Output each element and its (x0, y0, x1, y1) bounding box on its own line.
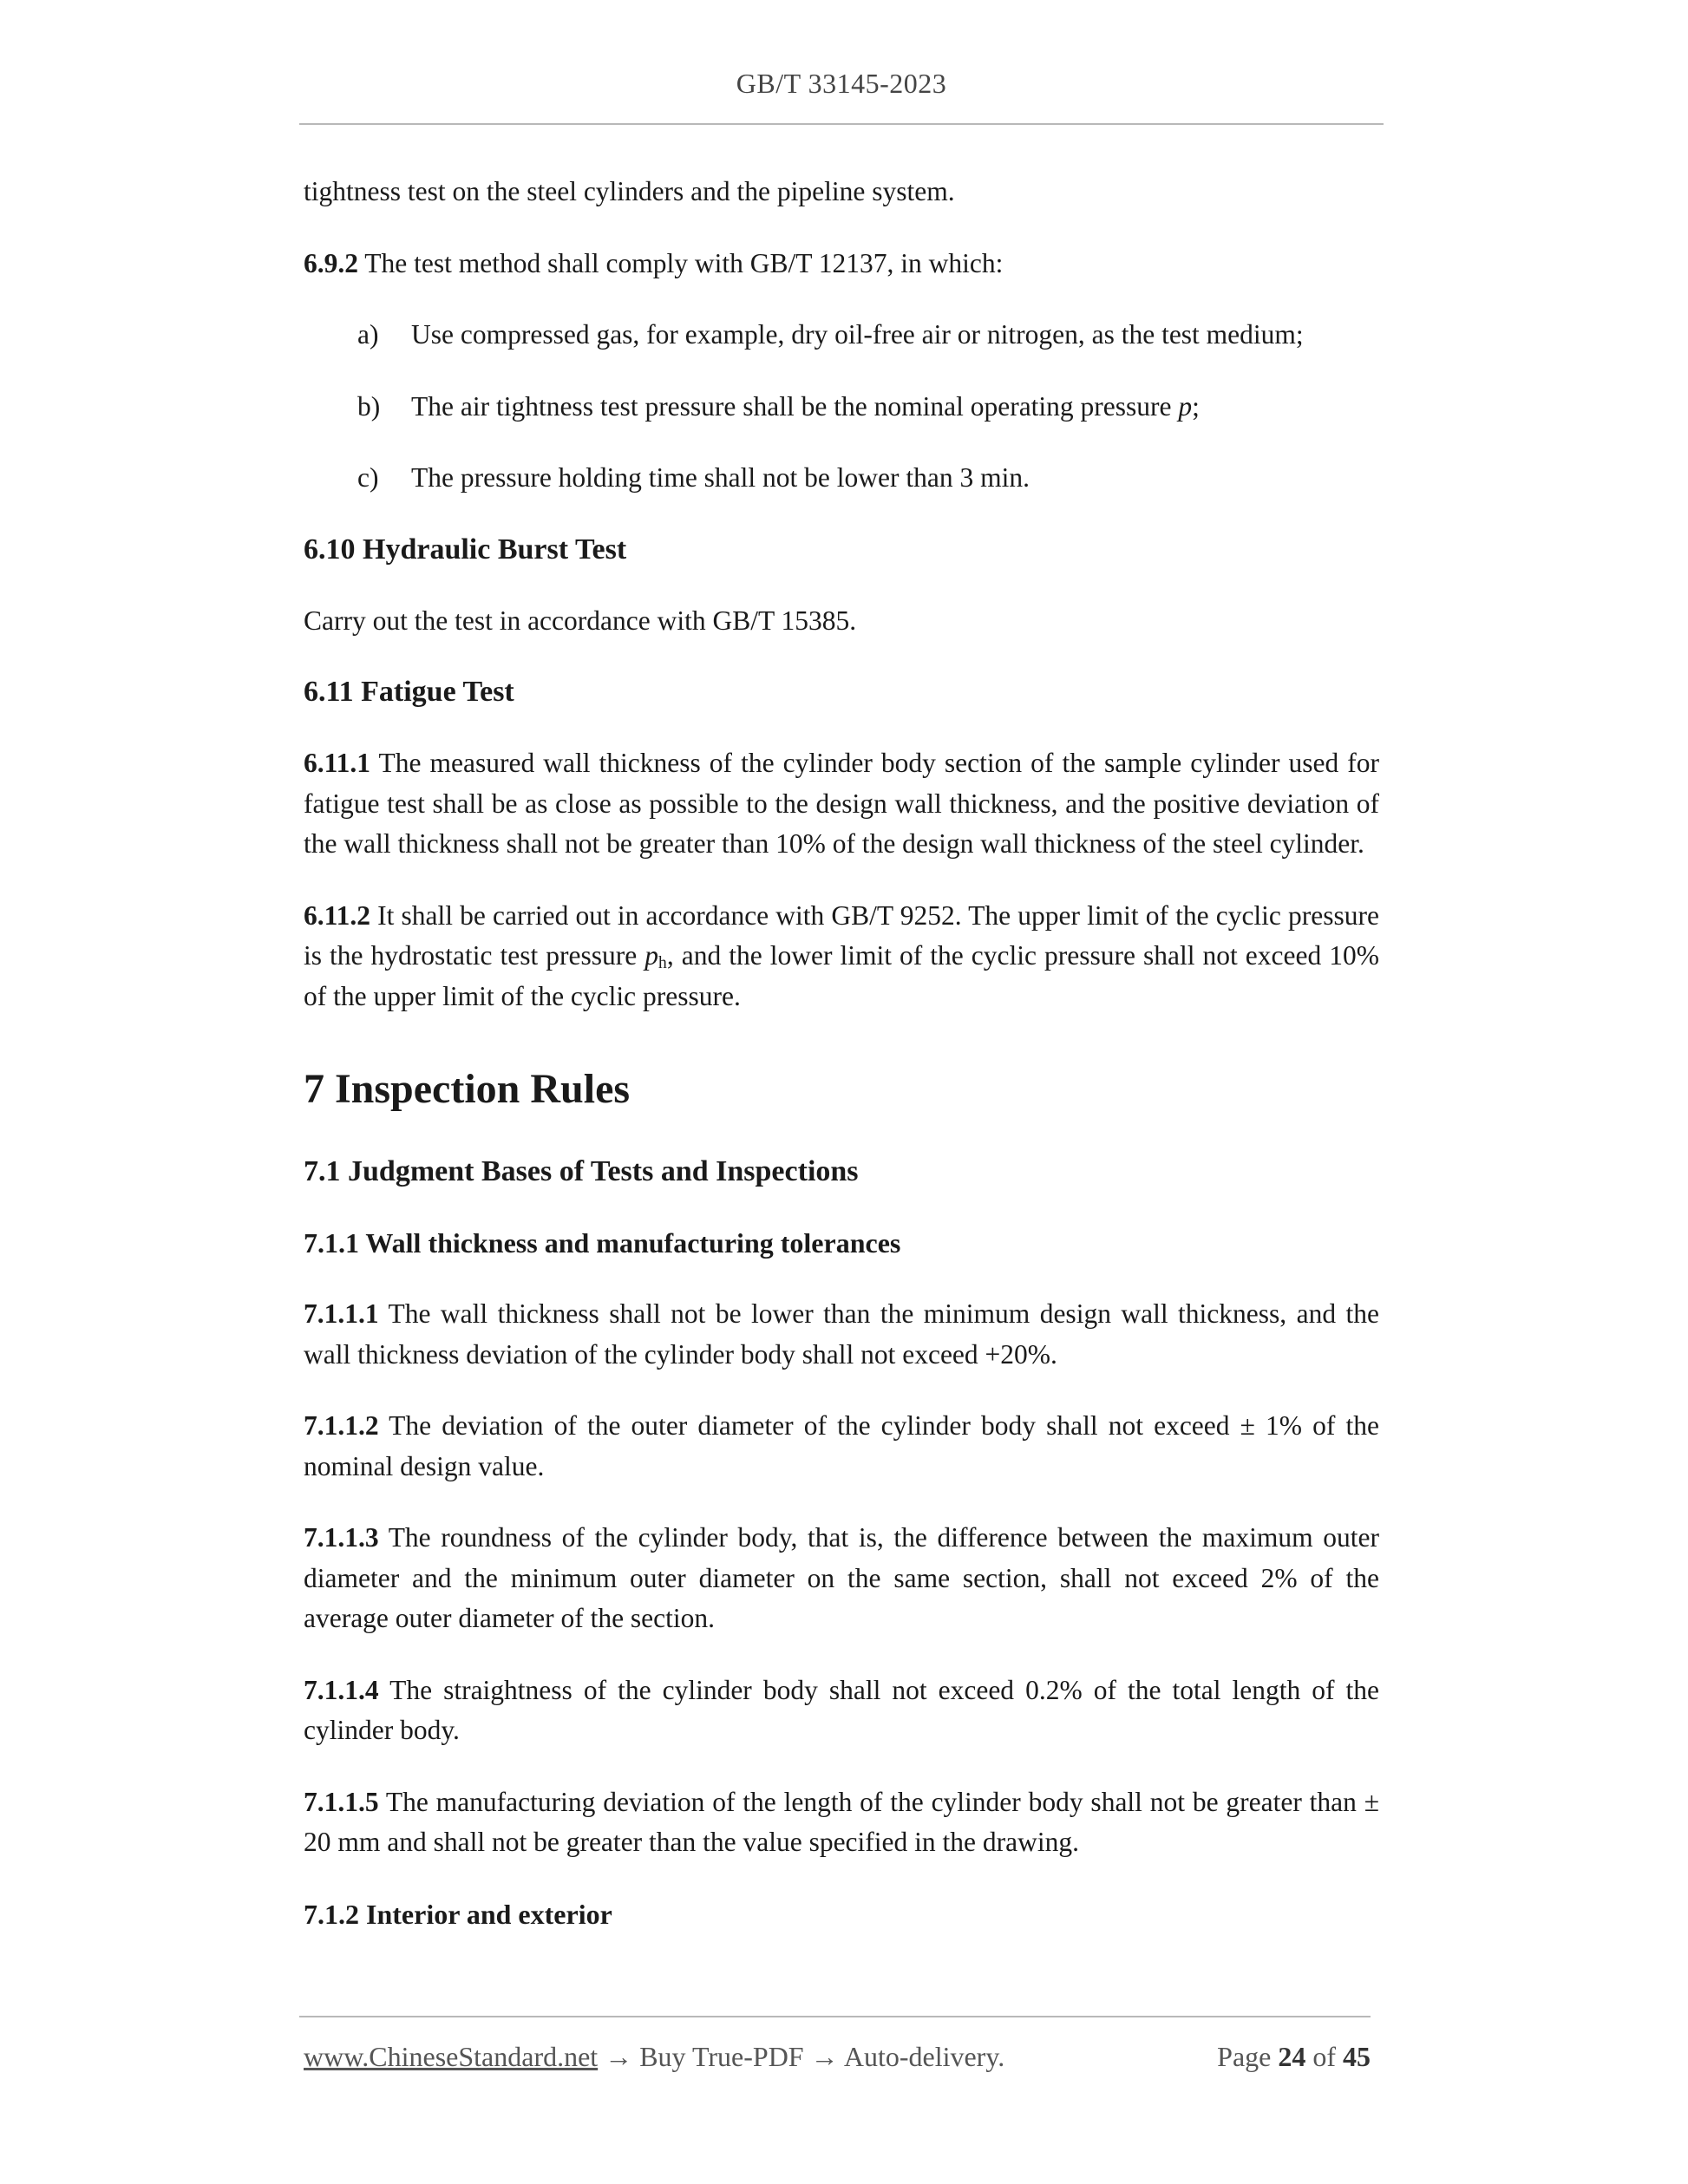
heading-6-11: 6.11 Fatigue Test (304, 676, 514, 708)
arrow-icon: → (803, 2041, 844, 2072)
arrow-icon: → (598, 2041, 640, 2072)
clause-6-11-1 (304, 743, 1379, 865)
clause-text: The straightness of the cylinder body shall not exceed 0.2% of the total length of the cylinder body. (304, 1674, 1379, 1745)
clause-text: It shall be carried out in accordance with GB/T 9252. The upper limit of the cyclic pressure is the hydrostatic test pressure (304, 899, 1379, 971)
clause-6-9-2 (304, 244, 1379, 284)
footer-divider (299, 2016, 1371, 2017)
heading-7-1-2: 7.1.2 Interior and exterior (304, 1898, 612, 1930)
list-label: c) (357, 462, 379, 493)
clause-number: 7.1.1.2 (304, 1410, 379, 1441)
clause-text: The measured wall thickness of the cylinder body section of the sample cylinder used for fatigue test shall be as close as possible to the design wall thickness, and the positive deviation of the wall thickness shall not be greater than 10% of the design wall thickness of the steel cylinder. (304, 748, 1379, 859)
page-content (304, 172, 1379, 1934)
clause-text: The deviation of the outer diameter of the cylinder body shall not exceed ± 1% of the nominal design value. (304, 1410, 1379, 1481)
clause-number: 7.1.1.1 (304, 1298, 379, 1329)
heading-7: 7 Inspection Rules (304, 1066, 631, 1112)
clause-7-1-1-5 (304, 1782, 1379, 1863)
list-label: a) (357, 319, 379, 350)
clause-number: 6.11.2 (304, 899, 371, 931)
intro-paragraph: tightness test on the steel cylinders and the pipeline system. (304, 176, 955, 206)
current-page: 24 (1278, 2041, 1306, 2072)
variable-p: p (1178, 390, 1193, 422)
footer-promo (304, 2038, 1004, 2075)
website-link[interactable]: www.ChineseStandard.net (304, 2041, 599, 2072)
page-footer (304, 2038, 1371, 2075)
buy-pdf-text: Buy True-PDF (639, 2041, 804, 2072)
clause-number: 7.1.1.4 (304, 1674, 379, 1705)
heading-7-1: 7.1 Judgment Bases of Tests and Inspections (304, 1155, 859, 1187)
clause-7-1-1-3 (304, 1518, 1379, 1639)
clause-number: 7.1.1.5 (304, 1786, 379, 1817)
clause-text: The manufacturing deviation of the length of the cylinder body shall not be greater than ± 20 mm and shall not be greater than the value specified in the drawing. (304, 1786, 1379, 1857)
clause-6-11-2: 6.11.2 It shall be carried out in accordance with GB/T 9252. The upper limit of the cyclic pressure is the hydrostatic test pressure $p_h$, and the lower limit of the cyclic pressure shall not exceed 10% of the upper limit of the cyclic pressure. (304, 899, 1379, 1011)
list-label: b) (357, 390, 381, 422)
clause-text: The roundness of the cylinder body, that is, the difference between the maximum outer diameter and the minimum outer diameter on the same section, shall not exceed 2% of the average outer diameter of the section. (304, 1522, 1379, 1633)
clause-7-1-1-2 (304, 1406, 1379, 1487)
document-code: GB/T 33145-2023 (736, 68, 947, 99)
auto-delivery-text: Auto-delivery. (843, 2041, 1005, 2072)
subscript-h: h (658, 953, 667, 972)
clause-7-1-1-1 (304, 1294, 1379, 1375)
clause-number: 6.11.1 (304, 748, 371, 778)
list-text: The air tightness test pressure shall be the nominal operating pressure (411, 390, 1179, 422)
heading-6-10: 6.10 Hydraulic Burst Test (304, 533, 627, 566)
heading-7-1-1: 7.1.1 Wall thickness and manufacturing tolerances (304, 1227, 901, 1259)
page-indicator: Page 24 of 45 (1217, 2041, 1371, 2072)
clause-number: 7.1.1.3 (304, 1522, 379, 1553)
list-text: The pressure holding time shall not be lower than 3 min. (411, 462, 1030, 493)
variable-p: p (644, 940, 659, 971)
clause-7-1-1-4 (304, 1671, 1379, 1751)
clause-text: The wall thickness shall not be lower than the minimum design wall thickness, and the wall thickness deviation of the cylinder body shall not exceed +20%. (304, 1298, 1379, 1370)
list-item (304, 315, 1379, 356)
page-header (299, 68, 1384, 100)
list-item (304, 458, 1379, 499)
header-divider (299, 123, 1384, 125)
paragraph-6-10: Carry out the test in accordance with GB/T 15385. (304, 605, 857, 636)
clause-text: The test method shall comply with GB/T 12137, in which: (358, 247, 1004, 278)
total-pages: 45 (1343, 2041, 1371, 2072)
list-item: b) The air tightness test pressure shall be the nominal operating pressure p; (304, 387, 1379, 428)
list-text: Use compressed gas, for example, dry oil-free air or nitrogen, as the test medium; (411, 319, 1304, 350)
clause-number: 6.9.2 (304, 247, 358, 278)
